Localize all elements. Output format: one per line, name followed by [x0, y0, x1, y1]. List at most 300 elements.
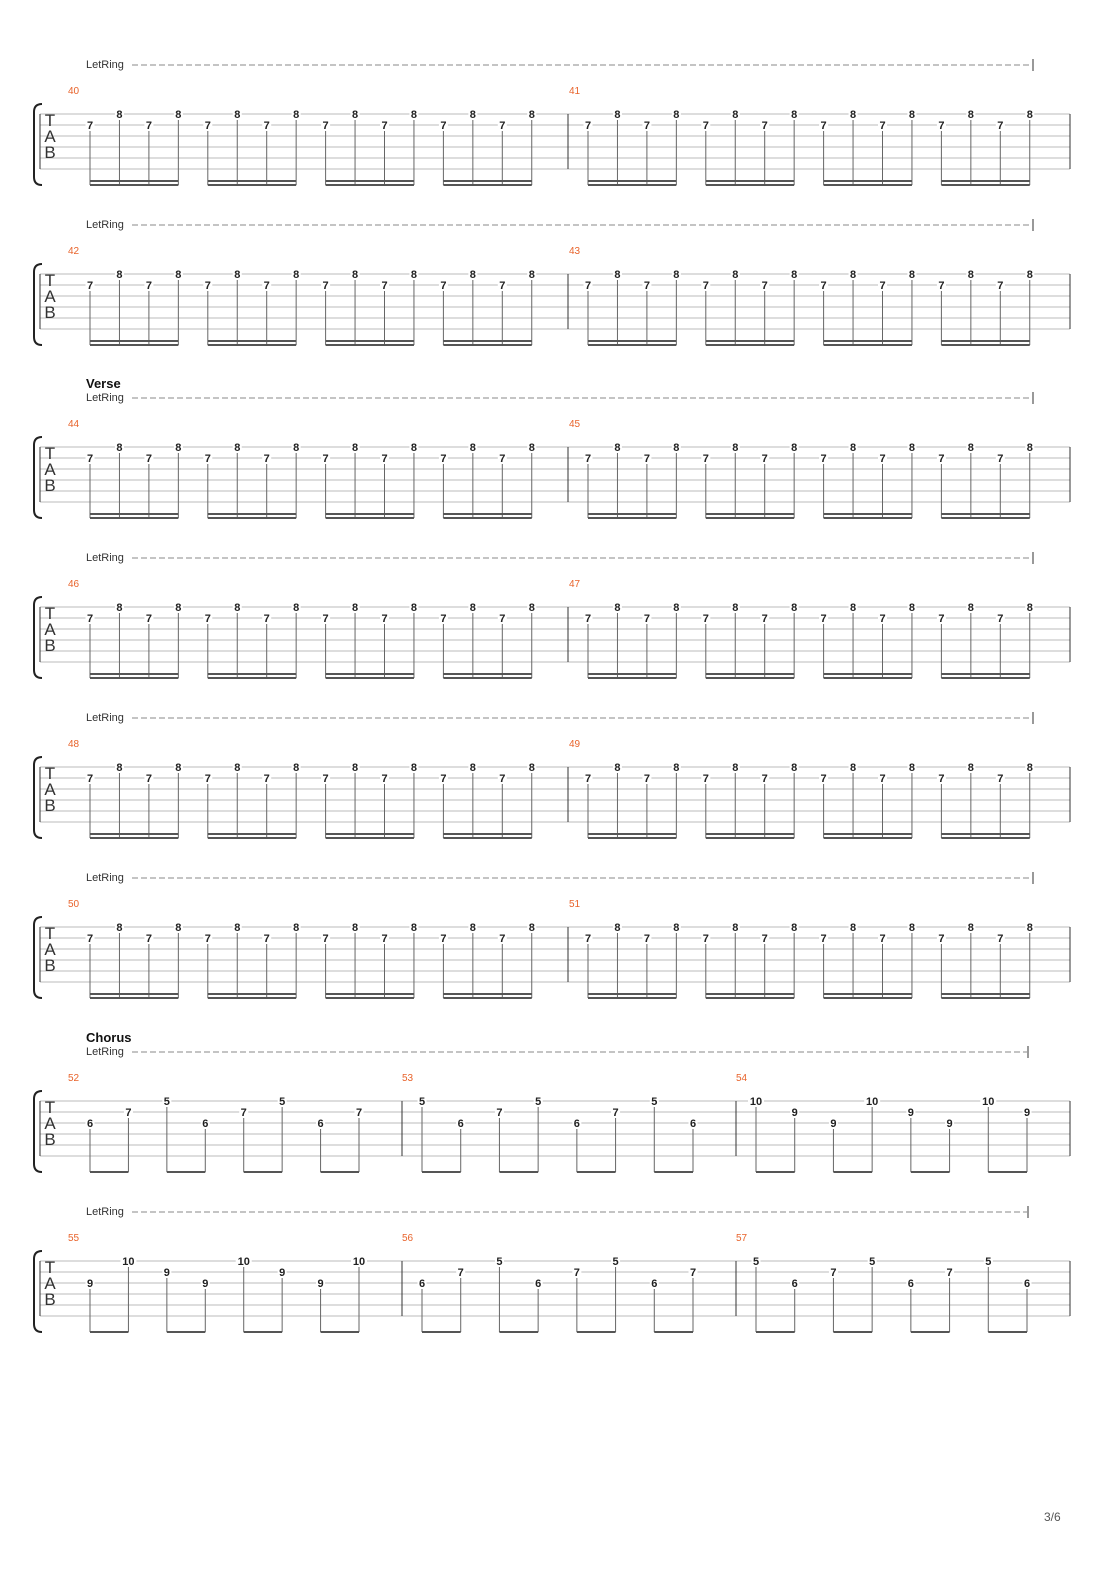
system-brace — [34, 1091, 42, 1172]
fret-number: 7 — [145, 933, 152, 945]
fret-number: 8 — [293, 922, 300, 934]
fret-number: 9 — [1023, 1107, 1031, 1119]
fret-number: 9 — [791, 1107, 798, 1119]
fret-number: 7 — [761, 453, 768, 465]
measure-number: 52 — [68, 1073, 80, 1084]
measure-number: 56 — [402, 1233, 414, 1244]
fret-number: 5 — [752, 1256, 760, 1268]
fret-number: 9 — [202, 1278, 209, 1290]
fret-number: 5 — [279, 1096, 286, 1108]
fret-number: 7 — [322, 613, 329, 625]
fret-number: 7 — [499, 280, 506, 292]
fret-number: 10 — [237, 1256, 250, 1268]
fret-number: 8 — [614, 922, 621, 934]
fret-number: 7 — [643, 453, 650, 465]
fret-number: 8 — [175, 269, 182, 281]
system-brace — [34, 597, 42, 678]
fret-number: 7 — [322, 773, 329, 785]
fret-number: 8 — [967, 602, 974, 614]
fret-number: 8 — [175, 762, 182, 774]
fret-number: 7 — [761, 933, 768, 945]
fret-number: 5 — [985, 1256, 992, 1268]
fret-number: 8 — [614, 109, 621, 121]
tab-clef-letter: B — [44, 796, 56, 815]
measure-number: 51 — [569, 899, 581, 910]
fret-number: 7 — [499, 613, 506, 625]
fret-number: 6 — [573, 1118, 580, 1130]
fret-number: 7 — [997, 120, 1004, 132]
fret-number: 8 — [1026, 922, 1033, 934]
fret-number: 7 — [381, 933, 388, 945]
fret-number: 7 — [86, 933, 94, 945]
fret-number: 9 — [163, 1267, 170, 1279]
fret-number: 7 — [938, 613, 945, 625]
fret-number: 10 — [352, 1256, 366, 1268]
fret-number: 7 — [643, 613, 650, 625]
fret-number: 8 — [469, 442, 476, 454]
fret-number: 8 — [1026, 762, 1033, 774]
fret-number: 8 — [293, 602, 300, 614]
tab-clef-letter: A — [44, 460, 56, 479]
fret-number: 7 — [997, 280, 1004, 292]
fret-number: 8 — [791, 762, 798, 774]
fret-number: 8 — [469, 922, 476, 934]
fret-number: 7 — [702, 120, 709, 132]
fret-number: 8 — [673, 602, 680, 614]
fret-number: 7 — [830, 1267, 837, 1279]
tab-clef-letter: A — [44, 940, 56, 959]
fret-number: 8 — [791, 269, 798, 281]
fret-number: 7 — [145, 120, 152, 132]
measure-number: 48 — [68, 739, 80, 750]
fret-number: 7 — [761, 120, 768, 132]
fret-number: 7 — [702, 933, 709, 945]
fret-number: 7 — [440, 120, 447, 132]
fret-number: 7 — [145, 280, 152, 292]
fret-number: 8 — [673, 762, 680, 774]
fret-number: 7 — [702, 280, 709, 292]
fret-number: 7 — [820, 773, 827, 785]
fret-number: 7 — [820, 280, 827, 292]
fret-number: 7 — [997, 453, 1004, 465]
fret-number: 8 — [791, 442, 798, 454]
fret-number: 8 — [234, 442, 241, 454]
fret-number: 7 — [689, 1267, 697, 1279]
fret-number: 8 — [791, 109, 798, 121]
fret-number: 7 — [702, 453, 709, 465]
tab-clef-letter: T — [44, 924, 56, 943]
fret-number: 7 — [820, 453, 827, 465]
fret-number: 7 — [381, 280, 388, 292]
fret-number: 7 — [145, 453, 152, 465]
tab-clef-letter: B — [44, 1130, 56, 1149]
fret-number: 8 — [351, 109, 359, 121]
fret-number: 7 — [499, 773, 506, 785]
fret-number: 8 — [469, 762, 476, 774]
fret-number: 8 — [351, 602, 359, 614]
fret-number: 7 — [643, 280, 650, 292]
fret-number: 7 — [263, 613, 270, 625]
fret-number: 7 — [86, 453, 94, 465]
fret-number: 8 — [908, 109, 916, 121]
fret-number: 7 — [440, 280, 447, 292]
fret-number: 8 — [528, 442, 535, 454]
fret-number: 8 — [732, 442, 739, 454]
fret-number: 7 — [573, 1267, 580, 1279]
fret-number: 7 — [263, 280, 270, 292]
fret-number: 7 — [204, 773, 211, 785]
fret-number: 7 — [820, 613, 827, 625]
fret-number: 5 — [869, 1256, 876, 1268]
measure-number: 53 — [402, 1073, 414, 1084]
fret-number: 7 — [86, 120, 94, 132]
fret-number: 7 — [761, 280, 768, 292]
fret-number: 8 — [849, 442, 857, 454]
fret-number: 7 — [938, 453, 945, 465]
fret-number: 7 — [938, 773, 945, 785]
fret-number: 8 — [1026, 109, 1033, 121]
fret-number: 8 — [1026, 269, 1033, 281]
fret-number: 7 — [322, 933, 329, 945]
fret-number: 7 — [381, 613, 388, 625]
fret-number: 7 — [322, 453, 329, 465]
fret-number: 7 — [440, 453, 447, 465]
fret-number: 7 — [204, 120, 211, 132]
fret-number: 7 — [702, 613, 709, 625]
fret-number: 6 — [907, 1278, 914, 1290]
tab-clef-letter: B — [44, 303, 56, 322]
fret-number: 7 — [86, 773, 94, 785]
measure-number: 55 — [68, 1233, 80, 1244]
fret-number: 7 — [240, 1107, 247, 1119]
tab-clef-letter: T — [44, 604, 56, 623]
fret-number: 8 — [234, 762, 241, 774]
fret-number: 9 — [830, 1118, 837, 1130]
fret-number: 5 — [496, 1256, 503, 1268]
fret-number: 7 — [584, 613, 592, 625]
fret-number: 6 — [535, 1278, 542, 1290]
system-brace — [34, 1251, 42, 1332]
fret-number: 8 — [528, 922, 535, 934]
fret-number: 7 — [457, 1267, 464, 1279]
fret-number: 8 — [732, 922, 739, 934]
fret-number: 7 — [997, 613, 1004, 625]
tab-clef-letter: A — [44, 1274, 56, 1293]
fret-number: 5 — [651, 1096, 658, 1108]
let-ring-label: LetRing — [86, 219, 124, 231]
tab-clef-letter: T — [44, 111, 56, 130]
fret-number: 8 — [908, 602, 916, 614]
fret-number: 7 — [612, 1107, 619, 1119]
fret-number: 8 — [116, 602, 123, 614]
fret-number: 9 — [317, 1278, 324, 1290]
fret-number: 7 — [204, 933, 211, 945]
fret-number: 8 — [732, 602, 739, 614]
fret-number: 8 — [116, 762, 123, 774]
fret-number: 8 — [116, 442, 123, 454]
fret-number: 6 — [317, 1118, 324, 1130]
fret-number: 6 — [86, 1118, 94, 1130]
fret-number: 7 — [145, 613, 152, 625]
measure-number: 47 — [569, 579, 581, 590]
fret-number: 10 — [866, 1096, 879, 1108]
fret-number: 8 — [967, 269, 974, 281]
fret-number: 7 — [584, 280, 592, 292]
fret-number: 7 — [204, 613, 211, 625]
fret-number: 7 — [86, 280, 94, 292]
fret-number: 7 — [643, 933, 650, 945]
fret-number: 8 — [1026, 602, 1033, 614]
fret-number: 8 — [908, 269, 916, 281]
fret-number: 8 — [175, 442, 182, 454]
fret-number: 8 — [293, 269, 300, 281]
measure-number: 43 — [569, 246, 581, 257]
fret-number: 8 — [116, 109, 123, 121]
fret-number: 7 — [381, 773, 388, 785]
tab-clef-letter: A — [44, 287, 56, 306]
fret-number: 7 — [440, 933, 447, 945]
fret-number: 5 — [612, 1256, 619, 1268]
fret-number: 6 — [791, 1278, 798, 1290]
fret-number: 8 — [469, 269, 476, 281]
fret-number: 7 — [820, 933, 827, 945]
fret-number: 7 — [643, 120, 650, 132]
fret-number: 7 — [381, 120, 388, 132]
fret-number: 6 — [651, 1278, 658, 1290]
fret-number: 7 — [879, 453, 886, 465]
fret-number: 8 — [469, 602, 476, 614]
fret-number: 8 — [234, 269, 241, 281]
fret-number: 9 — [907, 1107, 914, 1119]
measure-number: 41 — [569, 86, 581, 97]
tab-clef-letter: T — [44, 764, 56, 783]
tab-clef-letter: T — [44, 271, 56, 290]
system-brace — [34, 437, 42, 518]
tab-clef-letter: A — [44, 1114, 56, 1133]
fret-number: 7 — [879, 933, 886, 945]
let-ring-label: LetRing — [86, 1046, 124, 1058]
fret-number: 8 — [293, 762, 300, 774]
tab-clef-letter: T — [44, 444, 56, 463]
fret-number: 7 — [145, 773, 152, 785]
fret-number: 8 — [732, 109, 739, 121]
measure-number: 42 — [68, 246, 80, 257]
tab-clef-letter: B — [44, 956, 56, 975]
fret-number: 8 — [849, 269, 857, 281]
fret-number: 7 — [761, 613, 768, 625]
fret-number: 5 — [163, 1096, 170, 1108]
tab-clef-letter: A — [44, 620, 56, 639]
let-ring-label: LetRing — [86, 392, 124, 404]
fret-number: 10 — [749, 1096, 763, 1108]
fret-number: 8 — [1026, 442, 1033, 454]
fret-number: 7 — [125, 1107, 132, 1119]
fret-number: 7 — [879, 613, 886, 625]
fret-number: 8 — [351, 269, 359, 281]
tab-clef-letter: B — [44, 1290, 56, 1309]
tab-clef-letter: B — [44, 143, 56, 162]
fret-number: 7 — [381, 453, 388, 465]
fret-number: 7 — [204, 280, 211, 292]
fret-number: 8 — [410, 762, 418, 774]
fret-number: 10 — [982, 1096, 995, 1108]
let-ring-label: LetRing — [86, 872, 124, 884]
fret-number: 8 — [673, 442, 680, 454]
fret-number: 8 — [469, 109, 476, 121]
fret-number: 8 — [791, 602, 798, 614]
fret-number: 9 — [946, 1118, 953, 1130]
fret-number: 8 — [967, 442, 974, 454]
system-brace — [34, 917, 42, 998]
fret-number: 8 — [175, 922, 182, 934]
fret-number: 8 — [528, 762, 535, 774]
fret-number: 7 — [440, 613, 447, 625]
section-label: Chorus — [86, 1030, 132, 1045]
fret-number: 7 — [263, 120, 270, 132]
fret-number: 8 — [234, 922, 241, 934]
fret-number: 8 — [410, 602, 418, 614]
fret-number: 8 — [614, 762, 621, 774]
fret-number: 7 — [584, 453, 592, 465]
fret-number: 7 — [499, 120, 506, 132]
measure-number: 49 — [569, 739, 581, 750]
fret-number: 7 — [946, 1267, 953, 1279]
fret-number: 8 — [849, 602, 857, 614]
fret-number: 7 — [997, 773, 1004, 785]
fret-number: 8 — [410, 109, 418, 121]
fret-number: 5 — [535, 1096, 542, 1108]
fret-number: 8 — [528, 269, 535, 281]
fret-number: 8 — [673, 269, 680, 281]
fret-number: 8 — [849, 109, 857, 121]
fret-number: 8 — [908, 442, 916, 454]
fret-number: 8 — [528, 109, 535, 121]
measure-number: 44 — [68, 419, 80, 430]
fret-number: 8 — [234, 602, 241, 614]
fret-number: 5 — [418, 1096, 426, 1108]
fret-number: 7 — [938, 280, 945, 292]
fret-number: 7 — [263, 453, 270, 465]
fret-number: 8 — [175, 602, 182, 614]
fret-number: 7 — [997, 933, 1004, 945]
fret-number: 8 — [116, 922, 123, 934]
fret-number: 7 — [355, 1107, 363, 1119]
fret-number: 7 — [322, 280, 329, 292]
measure-number: 45 — [569, 419, 581, 430]
tab-clef-letter: A — [44, 780, 56, 799]
fret-number: 8 — [116, 269, 123, 281]
fret-number: 8 — [673, 109, 680, 121]
system-brace — [34, 757, 42, 838]
fret-number: 7 — [584, 120, 592, 132]
section-label: Verse — [86, 376, 121, 391]
fret-number: 8 — [410, 922, 418, 934]
fret-number: 7 — [879, 120, 886, 132]
fret-number: 8 — [293, 442, 300, 454]
fret-number: 7 — [584, 933, 592, 945]
fret-number: 8 — [614, 442, 621, 454]
fret-number: 6 — [418, 1278, 426, 1290]
system-brace — [34, 104, 42, 185]
measure-number: 40 — [68, 86, 80, 97]
fret-number: 7 — [584, 773, 592, 785]
fret-number: 8 — [175, 109, 182, 121]
fret-number: 8 — [967, 109, 974, 121]
fret-number: 7 — [440, 773, 447, 785]
measure-number: 46 — [68, 579, 80, 590]
fret-number: 8 — [791, 922, 798, 934]
fret-number: 8 — [732, 269, 739, 281]
fret-number: 8 — [908, 762, 916, 774]
fret-number: 9 — [86, 1278, 94, 1290]
fret-number: 8 — [967, 762, 974, 774]
tab-clef-letter: B — [44, 636, 56, 655]
fret-number: 8 — [614, 269, 621, 281]
fret-number: 6 — [457, 1118, 464, 1130]
fret-number: 8 — [849, 922, 857, 934]
fret-number: 8 — [234, 109, 241, 121]
fret-number: 7 — [761, 773, 768, 785]
tab-clef-letter: T — [44, 1098, 56, 1117]
fret-number: 7 — [322, 120, 329, 132]
let-ring-label: LetRing — [86, 552, 124, 564]
fret-number: 6 — [1023, 1278, 1031, 1290]
fret-number: 8 — [351, 762, 359, 774]
fret-number: 8 — [614, 602, 621, 614]
fret-number: 8 — [849, 762, 857, 774]
fret-number: 7 — [496, 1107, 503, 1119]
page-number: 3/6 — [1044, 1510, 1061, 1524]
fret-number: 6 — [689, 1118, 697, 1130]
fret-number: 7 — [938, 933, 945, 945]
fret-number: 7 — [879, 280, 886, 292]
fret-number: 7 — [820, 120, 827, 132]
measure-number: 57 — [736, 1233, 748, 1244]
tab-clef-letter: B — [44, 476, 56, 495]
measure-number: 54 — [736, 1073, 748, 1084]
fret-number: 8 — [673, 922, 680, 934]
fret-number: 8 — [967, 922, 974, 934]
fret-number: 8 — [293, 109, 300, 121]
measure-number: 50 — [68, 899, 80, 910]
tab-clef-letter: A — [44, 127, 56, 146]
system-brace — [34, 264, 42, 345]
fret-number: 8 — [410, 269, 418, 281]
let-ring-label: LetRing — [86, 1206, 124, 1218]
fret-number: 7 — [879, 773, 886, 785]
let-ring-label: LetRing — [86, 59, 124, 71]
let-ring-label: LetRing — [86, 712, 124, 724]
fret-number: 8 — [732, 762, 739, 774]
fret-number: 10 — [122, 1256, 135, 1268]
fret-number: 7 — [499, 453, 506, 465]
fret-number: 9 — [279, 1267, 286, 1279]
fret-number: 8 — [351, 442, 359, 454]
fret-number: 7 — [263, 933, 270, 945]
fret-number: 8 — [908, 922, 916, 934]
fret-number: 7 — [86, 613, 94, 625]
fret-number: 8 — [351, 922, 359, 934]
tab-clef-letter: T — [44, 1258, 56, 1277]
fret-number: 7 — [702, 773, 709, 785]
fret-number: 7 — [204, 453, 211, 465]
fret-number: 7 — [643, 773, 650, 785]
fret-number: 7 — [938, 120, 945, 132]
fret-number: 7 — [263, 773, 270, 785]
fret-number: 8 — [528, 602, 535, 614]
fret-number: 6 — [202, 1118, 209, 1130]
fret-number: 7 — [499, 933, 506, 945]
